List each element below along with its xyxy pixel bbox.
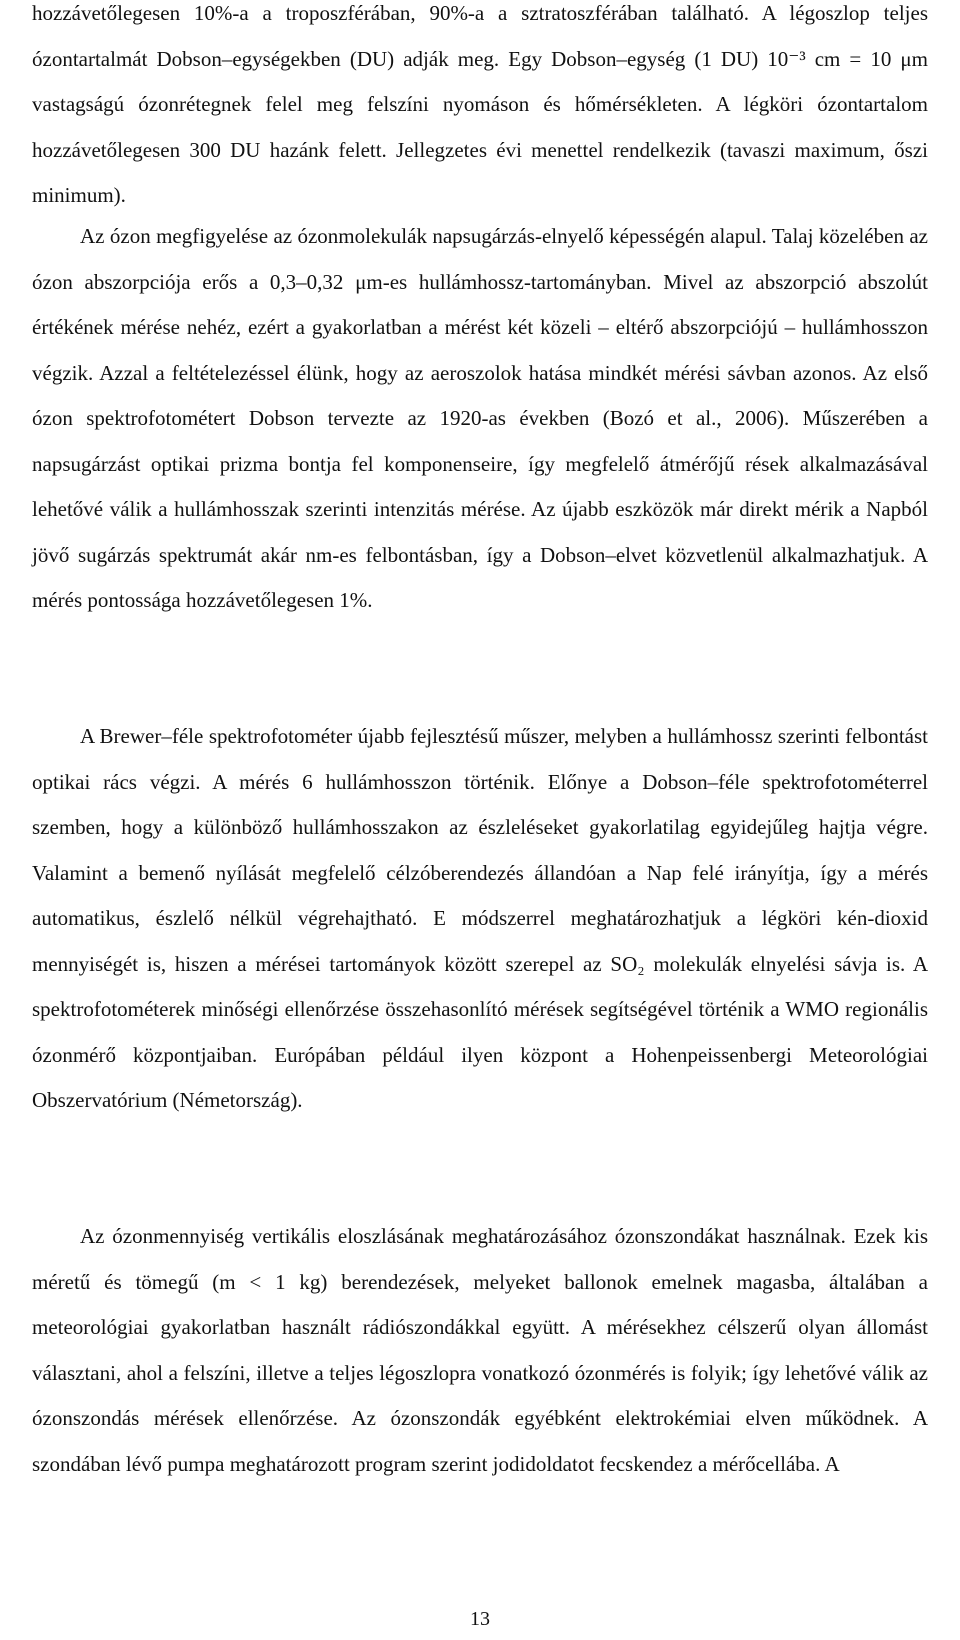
- paragraph-block: [32, 214, 928, 624]
- paragraph-block: [32, 1214, 928, 1487]
- paragraph-ozone-observation: Az ózon megfigyelése az ózonmolekulák napsugárzás-elnyelő képességén alapul. Talaj közelében az ózon abszorpciója erős a 0,3–0,32 μm-es hullámhossz-tartományban. Mivel az abszorpció abszolút értékének mérése nehéz, ezért a gyakorlatban a mérést két közeli – eltérő abszorpciójú – hullámhosszon végzik. Azzal a feltételezéssel élünk, hogy az aeroszolok hatása mindkét mérési sávban azonos. Az első ózon spektrofotométert Dobson tervezte az 1920-as években (Bozó et al., 2006). Műszerében a napsugárzást optikai prizma bontja fel komponenseire, így megfelelő átmérőjű rések alkalmazásával lehetővé válik a hullámhosszak szerinti intenzitás mérése. Az újabb eszközök már direkt mérik a Napból jövő sugárzás spektrumát akár nm-es felbontásban, így a Dobson–elvet közvetlenül alkalmazhatjuk. A mérés pontossága hozzávetőlegesen 1%.: [32, 224, 928, 612]
- paragraph-block: [32, 0, 928, 219]
- paragraph-brewer-spectrophotometer: A Brewer–féle spektrofotométer újabb fejlesztésű műszer, melyben a hullámhossz szerinti felbontást optikai rács végzi. A mérés 6 hullámhosszon történik. Előnye a Dobson–féle spektrofotométerrel szemben, hogy a különböző hullámhosszakon az észleléseket gyakorlatilag egyidejűleg hajtja végre. Valamint a bemenő nyílását megfelelő célzóberendezés állandóan a Nap felé irányítja, így a mérés automatikus, észlelő nélkül végrehajtható. E módszerrel meghatározhatjuk a légköri kén-dioxid mennyiségét is, hiszen a mérései tartományok között szerepel az SO₂ molekulák elnyelési sávja is. A spektrofotométerek minőségi ellenőrzése összehasonlító mérések segítségével történik a WMO regionális ózonmérő központjaiban. Európában például ilyen központ a Hohenpeissenbergi Meteorológiai Obszervatórium (Németország).: [32, 724, 928, 1112]
- paragraph-ozone-distribution: hozzávetőlegesen 10%-a a troposzférában, 90%-a a sztratoszférában található. A légoszlop teljes ózontartalmát Dobson–egységekben (DU) adják meg. Egy Dobson–egység (1 DU) 10⁻³ cm = 10 μm vastagságú ózonrétegnek felel meg felszíni nyomáson és hőmérsékleten. A légköri ózontartalom hozzávetőlegesen 300 DU hazánk felett. Jellegzetes évi menettel rendelkezik (tavaszi maximum, őszi minimum).: [32, 1, 928, 207]
- paragraph-block: [32, 714, 928, 1124]
- page-number: 13: [470, 1608, 490, 1630]
- paragraph-ozone-sondes: Az ózonmennyiség vertikális eloszlásának meghatározásához ózonszondákat használnak. Ezek kis méretű és tömegű (m < 1 kg) berendezések, melyeket ballonok emelnek magasba, általában a meteorológiai gyakorlatban használt rádiószondákkal együtt. A mérésekhez célszerű olyan állomást választani, ahol a felszíni, illetve a teljes légoszlopra vonatkozó ózonmérés is folyik; így lehetővé válik az ózonszondás mérések ellenőrzése. Az ózonszondák egyébként elektrokémiai elven működnek. A szondában lévő pumpa meghatározott program szerint jodidoldatot fecskendez a mérőcellába. A: [32, 1224, 928, 1476]
